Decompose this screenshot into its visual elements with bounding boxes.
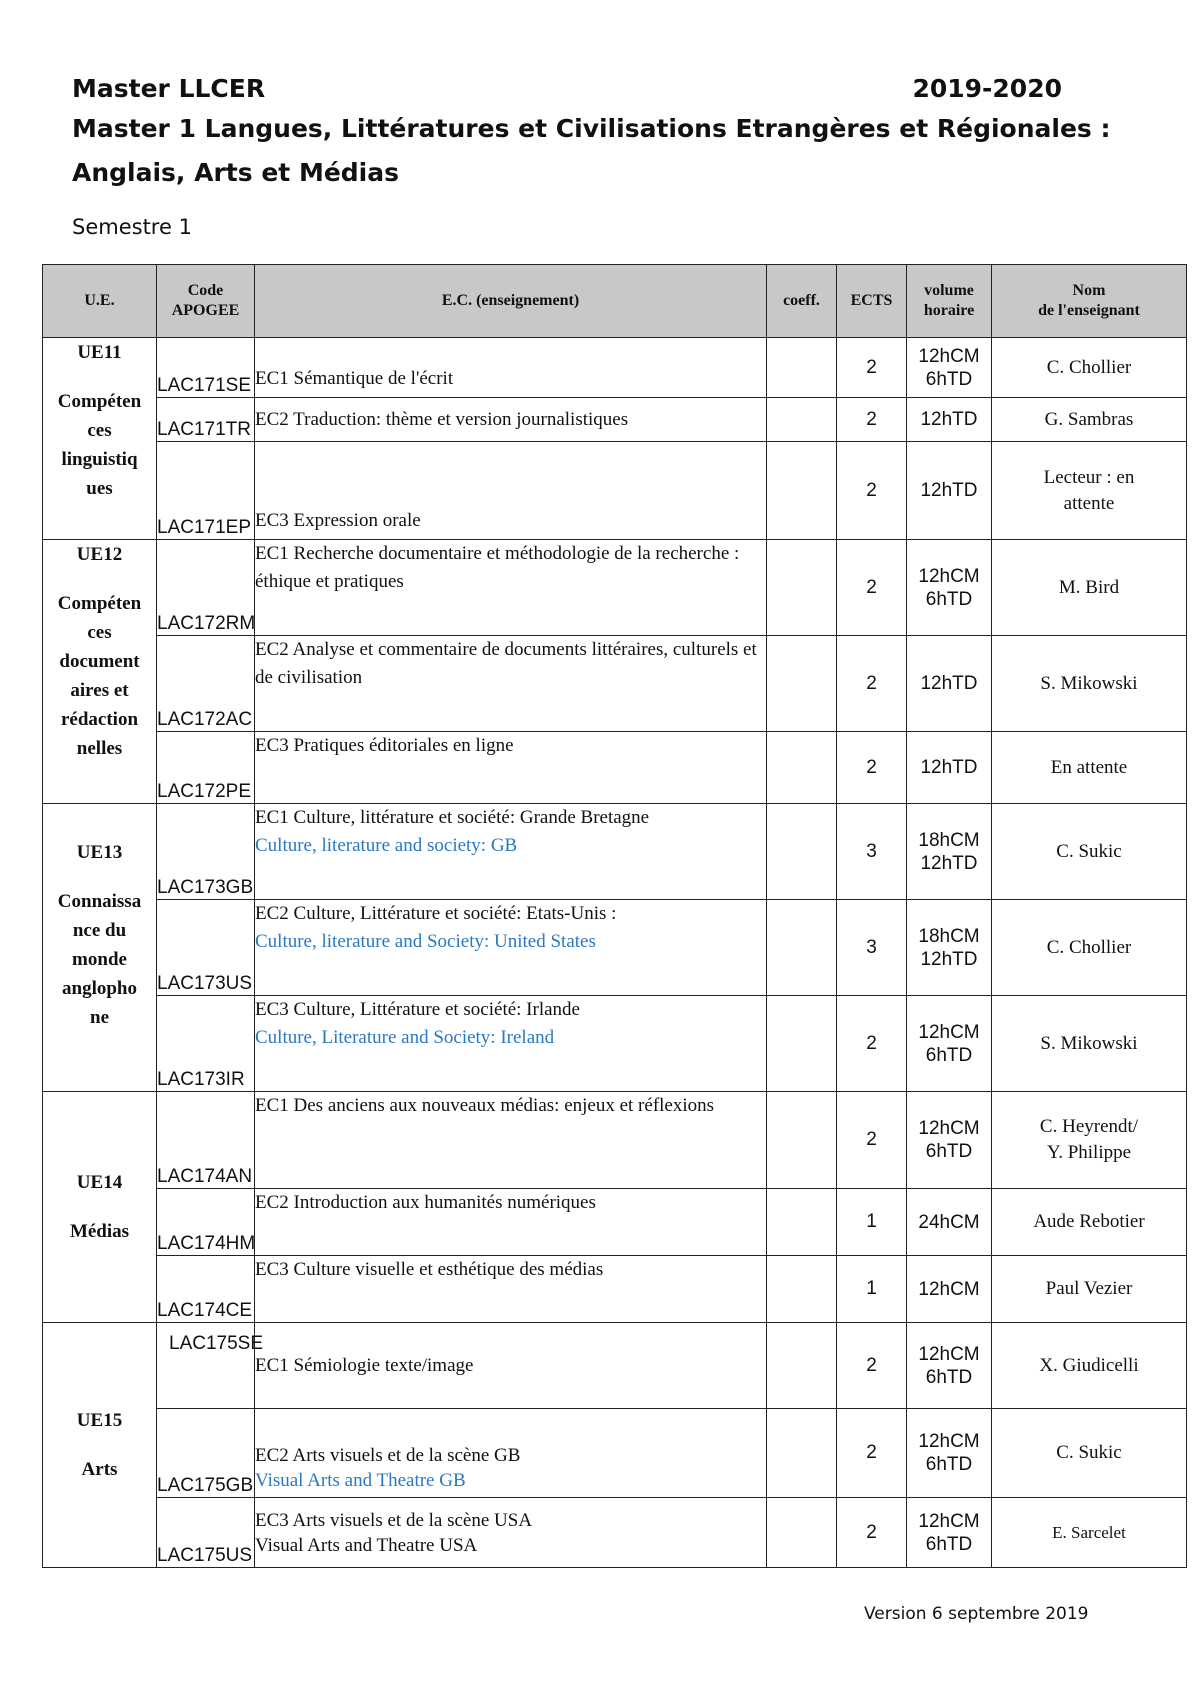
coeff-cell — [767, 1256, 837, 1323]
column-header-volume: volume horaire — [907, 265, 992, 338]
volume-cell: 12hTD — [907, 398, 992, 442]
column-header-teacher: Nom de l'enseignant — [992, 265, 1187, 338]
semester-label: Semestre 1 — [72, 215, 192, 239]
table-row — [43, 1256, 1187, 1323]
ects-value: 2 — [837, 636, 907, 732]
ec-title: EC2 Culture, Littérature et société: Etats-Unis : Culture, literature and Society: United States — [255, 900, 767, 996]
apogee-code: LAC174CE — [157, 1256, 255, 1323]
coeff-cell — [767, 732, 837, 804]
apogee-code: LAC174AN — [157, 1092, 255, 1189]
ects-value: 2 — [837, 338, 907, 398]
ec-title-english: Culture, literature and society: GB — [255, 835, 518, 856]
coeff-cell — [767, 900, 837, 996]
table-row — [43, 804, 1187, 900]
ects-value: 3 — [837, 900, 907, 996]
apogee-code: LAC173IR — [157, 996, 255, 1092]
table-row — [43, 996, 1187, 1092]
ec-title: EC2 Traduction: thème et version journalistiques — [255, 398, 767, 442]
apogee-code: LAC174HM — [157, 1189, 255, 1256]
volume-cell: 18hCM 12hTD — [907, 804, 992, 900]
ec-title: EC1 Des anciens aux nouveaux médias: enjeux et réflexions — [255, 1092, 767, 1189]
ects-value: 2 — [837, 1092, 907, 1189]
column-header-ue: U.E. — [43, 265, 157, 338]
ects-value: 3 — [837, 804, 907, 900]
ec-title: EC3 Culture, Littérature et société: Irlande Culture, Literature and Society: Ireland — [255, 996, 767, 1092]
table-row — [43, 442, 1187, 540]
ec-title-english: Visual Arts and Theatre USA — [255, 1534, 478, 1556]
apogee-code: LAC172AC — [157, 636, 255, 732]
ects-value: 1 — [837, 1256, 907, 1323]
teacher-name: S. Mikowski — [992, 636, 1187, 732]
table-row — [43, 1092, 1187, 1189]
teacher-name: C. Sukic — [992, 1409, 1187, 1498]
teacher-name: Aude Rebotier — [992, 1189, 1187, 1256]
apogee-code: LAC171TR — [157, 398, 255, 442]
volume-cell: 12hCM 6hTD — [907, 996, 992, 1092]
coeff-cell — [767, 1189, 837, 1256]
table-row — [43, 1189, 1187, 1256]
ue-cell: UE12 Compéten ces document aires et rédaction nelles — [43, 540, 157, 804]
teacher-name: Paul Vezier — [992, 1256, 1187, 1323]
ects-value: 2 — [837, 442, 907, 540]
document-title-line2: Anglais, Arts et Médias — [72, 158, 400, 187]
volume-cell: 12hCM 6hTD — [907, 540, 992, 636]
volume-cell: 12hTD — [907, 732, 992, 804]
volume-cell: 12hCM 6hTD — [907, 338, 992, 398]
document-title-line1: Master 1 Langues, Littératures et Civilisations Etrangères et Régionales : — [72, 114, 1111, 143]
academic-year: 2019-2020 — [912, 74, 1062, 103]
coeff-cell — [767, 1092, 837, 1189]
volume-cell: 12hCM 6hTD — [907, 1409, 992, 1498]
ects-value: 2 — [837, 1498, 907, 1568]
ec-title: EC2 Introduction aux humanités numériques — [255, 1189, 767, 1256]
ue-cell: UE13 Connaissa nce du monde anglopho ne — [43, 804, 157, 1092]
table-row — [43, 1323, 1187, 1409]
teacher-name: C. Sukic — [992, 804, 1187, 900]
table-row — [43, 900, 1187, 996]
table-row — [43, 1498, 1187, 1568]
table-header-row — [43, 265, 1187, 338]
teacher-name: En attente — [992, 732, 1187, 804]
volume-cell: 12hCM 6hTD — [907, 1498, 992, 1568]
table-row — [43, 636, 1187, 732]
ec-title-english: Culture, literature and Society: United States — [255, 931, 596, 952]
volume-cell: 12hCM 6hTD — [907, 1092, 992, 1189]
version-note: Version 6 septembre 2019 — [864, 1604, 1089, 1624]
coeff-cell — [767, 636, 837, 732]
ec-title: EC2 Arts visuels et de la scène GB Visual Arts and Theatre GB — [255, 1409, 767, 1498]
ects-value: 2 — [837, 732, 907, 804]
apogee-code: LAC173GB — [157, 804, 255, 900]
ects-value: 2 — [837, 398, 907, 442]
ec-title: EC3 Expression orale — [255, 442, 767, 540]
column-header-ects: ECTS — [837, 265, 907, 338]
ects-value: 2 — [837, 1323, 907, 1409]
header-line — [72, 74, 1062, 103]
apogee-code: LAC175SE — [157, 1323, 255, 1409]
column-header-coeff: coeff. — [767, 265, 837, 338]
apogee-code: LAC173US — [157, 900, 255, 996]
coeff-cell — [767, 442, 837, 540]
ects-value: 2 — [837, 1409, 907, 1498]
teacher-name: C. Heyrendt/ Y. Philippe — [992, 1092, 1187, 1189]
teacher-name: C. Chollier — [992, 900, 1187, 996]
ec-title: EC3 Arts visuels et de la scène USA Visual Arts and Theatre USA — [255, 1498, 767, 1568]
table-row — [43, 732, 1187, 804]
table-row — [43, 338, 1187, 398]
ects-value: 2 — [837, 996, 907, 1092]
coeff-cell — [767, 540, 837, 636]
table-row — [43, 540, 1187, 636]
coeff-cell — [767, 1409, 837, 1498]
teacher-name: X. Giudicelli — [992, 1323, 1187, 1409]
teacher-name: C. Chollier — [992, 338, 1187, 398]
table-row — [43, 1409, 1187, 1498]
apogee-code: LAC172RM — [157, 540, 255, 636]
ec-title-english: Culture, Literature and Society: Ireland — [255, 1027, 555, 1048]
ec-title: EC2 Analyse et commentaire de documents littéraires, culturels et de civilisation — [255, 636, 767, 732]
volume-cell: 12hCM 6hTD — [907, 1323, 992, 1409]
course-table — [42, 264, 1187, 1568]
volume-cell: 12hTD — [907, 636, 992, 732]
ec-title: EC1 Culture, littérature et société: Grande Bretagne Culture, literature and society: GB — [255, 804, 767, 900]
volume-cell: 12hCM — [907, 1256, 992, 1323]
coeff-cell — [767, 804, 837, 900]
table-row — [43, 398, 1187, 442]
ue-cell: UE15 Arts — [43, 1323, 157, 1568]
apogee-code: LAC172PE — [157, 732, 255, 804]
ects-value: 2 — [837, 540, 907, 636]
ec-title: EC3 Pratiques éditoriales en ligne — [255, 732, 767, 804]
apogee-code: LAC171EP — [157, 442, 255, 540]
ue-cell: UE14 Médias — [43, 1092, 157, 1323]
teacher-name: G. Sambras — [992, 398, 1187, 442]
coeff-cell — [767, 398, 837, 442]
coeff-cell — [767, 1498, 837, 1568]
volume-cell: 18hCM 12hTD — [907, 900, 992, 996]
teacher-name: Lecteur : en attente — [992, 442, 1187, 540]
apogee-code: LAC175GB — [157, 1409, 255, 1498]
coeff-cell — [767, 1323, 837, 1409]
column-header-code: Code APOGEE — [157, 265, 255, 338]
ec-title: EC1 Sémantique de l'écrit — [255, 338, 767, 398]
ec-title: EC1 Recherche documentaire et méthodologie de la recherche : éthique et pratiques — [255, 540, 767, 636]
volume-cell: 24hCM — [907, 1189, 992, 1256]
teacher-name: S. Mikowski — [992, 996, 1187, 1092]
column-header-ec: E.C. (enseignement) — [255, 265, 767, 338]
ec-title-english: Visual Arts and Theatre GB — [255, 1470, 466, 1491]
ue-cell: UE11 Compéten ces linguistiq ues — [43, 338, 157, 540]
teacher-name: E. Sarcelet — [992, 1498, 1187, 1568]
apogee-code: LAC171SE — [157, 338, 255, 398]
coeff-cell — [767, 338, 837, 398]
ec-title: EC1 Sémiologie texte/image — [255, 1323, 767, 1409]
apogee-code: LAC175US — [157, 1498, 255, 1568]
coeff-cell — [767, 996, 837, 1092]
ects-value: 1 — [837, 1189, 907, 1256]
program-title: Master LLCER — [72, 74, 266, 103]
volume-cell: 12hTD — [907, 442, 992, 540]
teacher-name: M. Bird — [992, 540, 1187, 636]
ec-title: EC3 Culture visuelle et esthétique des médias — [255, 1256, 767, 1323]
